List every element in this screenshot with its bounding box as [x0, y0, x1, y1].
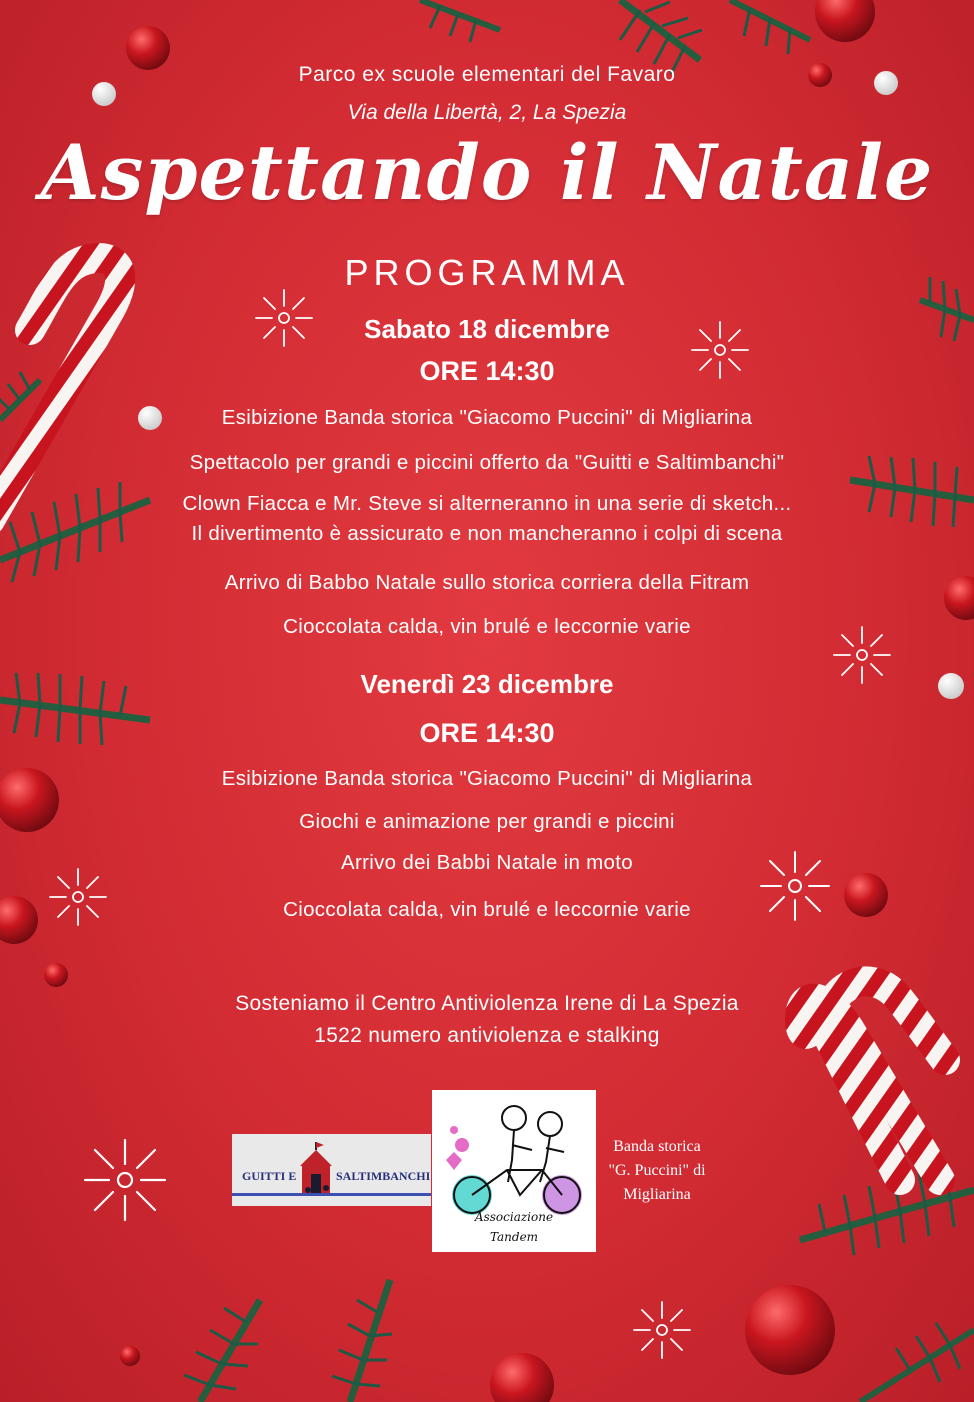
- poster-title: Aspettando il Natale: [40, 128, 934, 217]
- venue-name: Parco ex scuole elementari del Favaro: [298, 63, 676, 86]
- firework-sparkle: [85, 1140, 165, 1220]
- program-item: Esibizione Banda storica "Giacomo Puccini" di Migliarina: [221, 767, 753, 790]
- pine-branch-bottom: [184, 1280, 392, 1402]
- program-item: Spettacolo per grandi e piccini offerto da "Guitti e Saltimbanchi": [189, 451, 785, 474]
- banda-line: Migliarina: [623, 1186, 691, 1203]
- day-date: Sabato 18 dicembre: [364, 314, 610, 344]
- bauble: [44, 963, 68, 987]
- day-time: ORE 14:30: [419, 356, 555, 386]
- firework-sparkle: [634, 1302, 690, 1358]
- program-item: Arrivo di Babbo Natale sullo storica corriera della Fitram: [224, 571, 750, 594]
- candy-cane-left: [0, 258, 120, 520]
- bauble: [490, 1353, 554, 1402]
- associazione-tandem-logo: [432, 1090, 596, 1252]
- program-item: Cioccolata calda, vin brulé e leccornie varie: [283, 898, 691, 921]
- guitti-saltimbanchi-logo: [232, 1134, 431, 1206]
- bauble: [120, 1346, 140, 1366]
- program-heading: PROGRAMMA: [344, 252, 630, 293]
- bauble: [745, 1285, 835, 1375]
- venue-address: Via della Libertà, 2, La Spezia: [347, 101, 627, 124]
- pine-branch-right: [800, 277, 974, 1402]
- banda-credit: [600, 1135, 714, 1207]
- program-item: Clown Fiacca e Mr. Steve si alterneranno in una serie di sketch...: [182, 492, 792, 515]
- program-item: Arrivo dei Babbi Natale in moto: [341, 851, 633, 874]
- program-item: Il divertimento è assicurato e non mancheranno i colpi di scena: [191, 522, 783, 545]
- circus-tent-icon: [294, 1140, 338, 1198]
- program-item: Giochi e animazione per grandi e piccini: [299, 810, 675, 833]
- logo-stripe: [232, 1193, 431, 1196]
- tandem-bicycle-icon: [432, 1090, 596, 1252]
- banda-line: "G. Puccini" di: [608, 1162, 706, 1179]
- logo-text: Associazione: [474, 1210, 554, 1224]
- support-hotline: 1522 numero antiviolenza e stalking: [314, 1024, 660, 1047]
- logo-text: GUITTI E: [242, 1169, 297, 1183]
- day-date: Venerdì 23 dicembre: [360, 669, 614, 699]
- logo-text: SALTIMBANCHI: [336, 1169, 431, 1183]
- program-item: Esibizione Banda storica "Giacomo Puccini" di Migliarina: [221, 406, 753, 429]
- bauble: [815, 0, 875, 42]
- logo-text: Tandem: [489, 1230, 539, 1244]
- banda-line: Banda storica: [613, 1138, 701, 1155]
- support-line: Sosteniamo il Centro Antiviolenza Irene di La Spezia: [235, 992, 739, 1015]
- program-item: Cioccolata calda, vin brulé e leccornie varie: [283, 615, 691, 638]
- day-time: ORE 14:30: [419, 718, 555, 748]
